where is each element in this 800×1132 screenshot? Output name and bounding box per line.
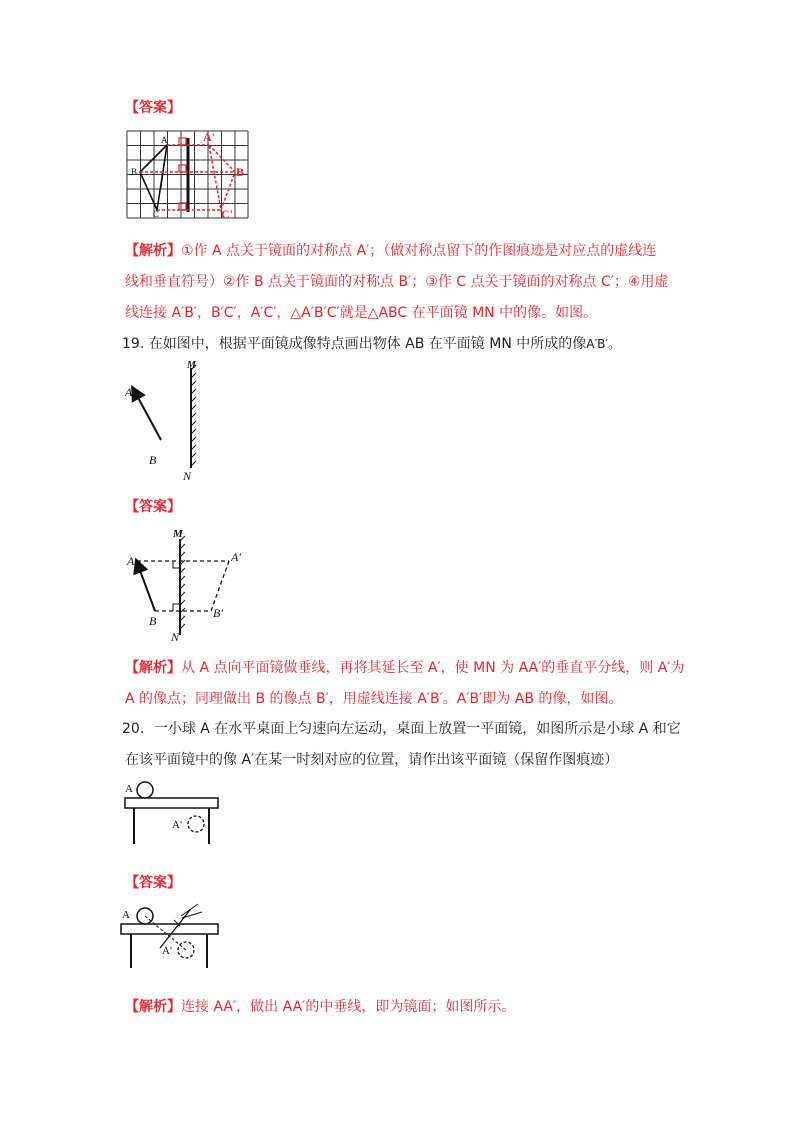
q20-label-a-prime: A' <box>172 819 182 831</box>
q20-analysis-text: 连接 AA′，做出 AA′的中垂线，即为镜面；如图所示。 <box>181 999 516 1015</box>
q20-question-line-1: 20．一小球 A 在水平桌面上匀速向左运动，桌面上放置一平面镜，如图所示是小球 A 和它 <box>122 721 681 737</box>
q18-label-c-prime: C' <box>221 207 233 221</box>
q18-label-b: B <box>131 167 138 177</box>
q19-analysis-line-2: A 的像点；同理做出 B 的像点 B′，用虚线连接 A′B′。A′B′即为 AB 的像，如图。 <box>125 691 623 707</box>
q18-analysis-line-2: 线和垂直符号）②作 B 点关于镜面的对称点 B′；③作 C 点关于镜面的对称点 C′；④用虚 <box>125 274 669 290</box>
q19-answer-label-a: A <box>127 554 135 568</box>
q20-answer-tag: 【答案】 <box>125 875 181 891</box>
q20-label-a: A <box>125 783 133 795</box>
q19-analysis-tag: 【解析】 <box>125 660 181 676</box>
q19-answer-label-a-prime: A' <box>231 550 241 564</box>
q19-analysis <box>125 658 685 678</box>
q19-label-a: A <box>125 385 133 399</box>
q18-analysis <box>125 241 656 261</box>
q19-answer-label-b-prime: B' <box>213 606 223 620</box>
q19-question-text: 19. 在如图中，根据平面镜成像特点画出物体 AB 在平面镜 MN 中所成的像 <box>122 336 587 352</box>
q18-analysis-line-1: ①作 A 点关于镜面的对称点 A′；（做对称点留下的作图痕迹是对应点的虚线连 <box>181 243 657 259</box>
q18-label-a: A <box>161 135 168 145</box>
q19-analysis-line-1: 从 A 点向平面镜做垂线，再将其延长至 A′，使 MN 为 AA′的垂直平分线，则 A′为 <box>181 660 685 676</box>
q20-answer-label-a-prime: A' <box>162 945 172 957</box>
q19-answer-label-m: M <box>173 528 183 540</box>
q18-label-b-prime: B <box>236 165 245 179</box>
q20-answer-figure <box>118 896 228 971</box>
q18-label-a-prime: A' <box>203 130 215 144</box>
q19-answer-label-b: B <box>149 614 157 628</box>
q20-figure <box>120 778 225 848</box>
q20-analysis <box>125 997 515 1017</box>
q19-label-m: M <box>187 360 196 371</box>
q18-label-c: C <box>153 209 160 219</box>
q19-question-suffix: A′B′。 <box>586 337 621 351</box>
q19-answer-label-n: N <box>171 630 180 643</box>
q19-label-n: N <box>183 469 192 483</box>
q20-analysis-tag: 【解析】 <box>125 999 181 1015</box>
q19-answer-tag: 【答案】 <box>125 499 181 515</box>
q18-answer-figure <box>125 128 250 223</box>
q20-answer-label-a: A <box>122 909 130 921</box>
q20-question-line-2: 在该平面镜中的像 A′在某一时刻对应的位置，请作出该平面镜（保留作图痕迹） <box>125 752 619 768</box>
q19-figure <box>125 360 215 485</box>
q18-analysis-line-3: 线连接 A′B′，B′C′，A′C′，△A′B′C′就是△ABC 在平面镜 MN 中的像。如图。 <box>125 305 598 321</box>
q19-answer-figure <box>125 525 245 643</box>
q18-analysis-tag: 【解析】 <box>125 243 181 259</box>
q19-question <box>122 334 620 354</box>
q18-answer-tag: 【答案】 <box>125 100 181 116</box>
q19-label-b: B <box>149 453 157 467</box>
